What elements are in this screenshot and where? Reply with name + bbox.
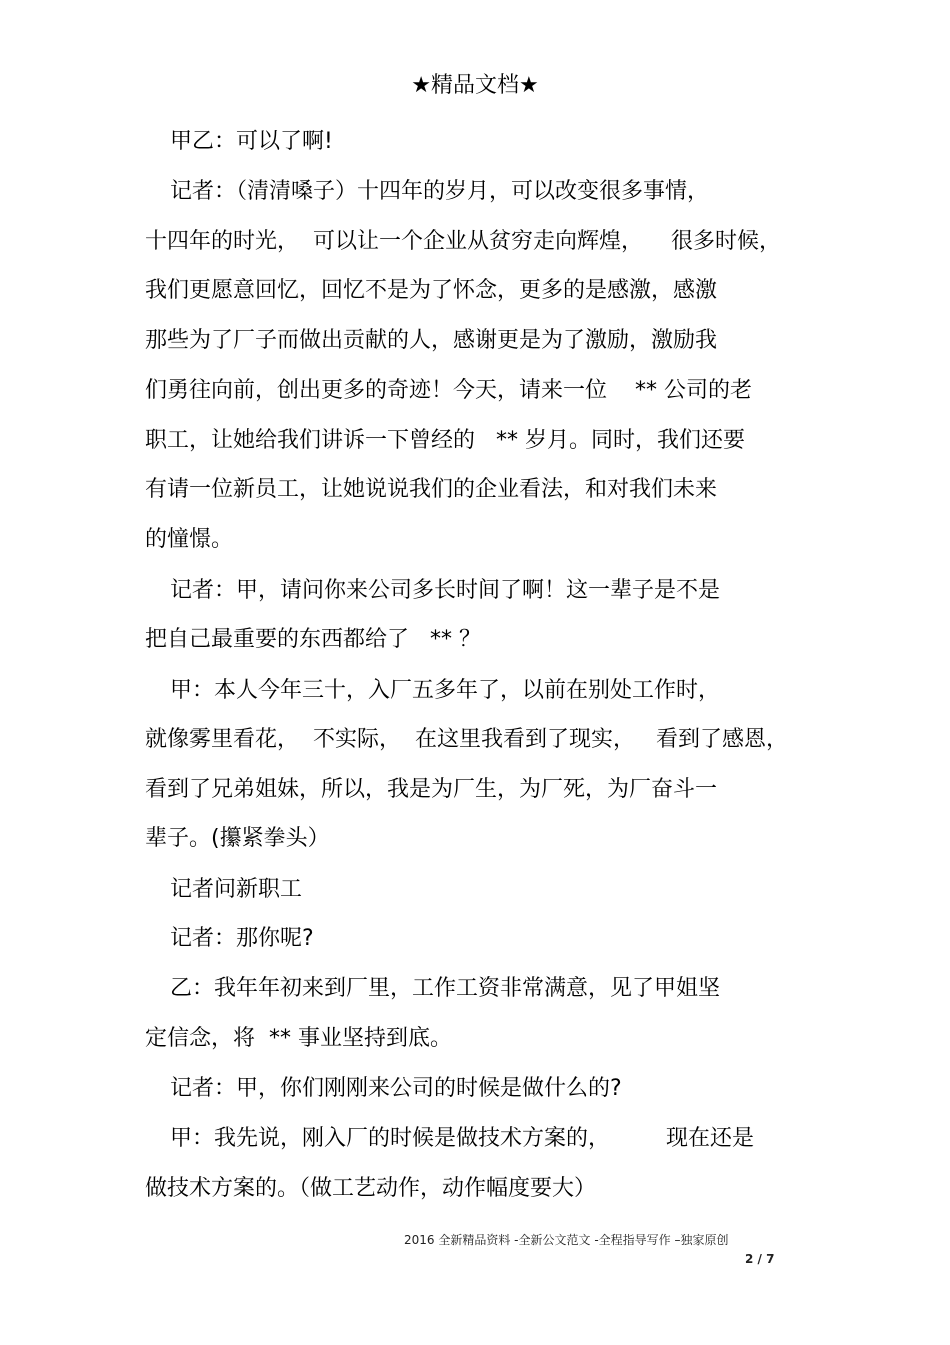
- body-line: 记者：甲，你们刚刚来公司的时候是做什么的?: [170, 1076, 622, 1101]
- body-line: 甲：我先说，刚入厂的时候是做技术方案的， 现在还是: [170, 1126, 754, 1151]
- body-line: 就像雾里看花， 不实际， 在这里我看到了现实， 看到了感恩，: [145, 727, 788, 752]
- body-line: 定信念，将 ** 事业坚持到底。: [145, 1026, 452, 1051]
- page-number: 2 / 7: [745, 1252, 775, 1266]
- body-line: 记者问新职工: [170, 877, 303, 902]
- body-line: 们勇往向前，创出更多的奇迹！今天，请来一位 ** 公司的老: [145, 378, 752, 403]
- body-line: 记者：（清清嗓子）十四年的岁月，可以改变很多事情，: [170, 179, 710, 204]
- page-footer-text: 2016 全新精品资料 -全新公文范文 -全程指导写作 –独家原创: [404, 1233, 729, 1247]
- body-line: 的憧憬。: [145, 527, 234, 552]
- body-line: 那些为了厂子而做出贡献的人，感谢更是为了激励，激励我: [145, 328, 718, 353]
- body-line: 记者：甲，请问你来公司多长时间了啊！这一辈子是不是: [170, 578, 721, 603]
- body-line: 十四年的时光， 可以让一个企业从贫穷走向辉煌， 很多时候，: [145, 229, 781, 254]
- body-line: 看到了兄弟姐妹，所以，我是为厂生，为厂死，为厂奋斗一: [145, 777, 718, 802]
- body-line: 做技术方案的。（做工艺动作，动作幅度要大）: [145, 1176, 597, 1201]
- body-line: 我们更愿意回忆，回忆不是为了怀念，更多的是感激，感激: [145, 278, 718, 303]
- body-line: 甲乙：可以了啊!: [170, 129, 333, 154]
- body-line: 甲：本人今年三十，入厂五多年了，以前在别处工作时，: [170, 678, 721, 703]
- body-line: 记者：那你呢?: [170, 926, 314, 951]
- body-line: 乙：我年年初来到厂里，工作工资非常满意，见了甲姐坚: [170, 976, 721, 1001]
- page-header-title: ★精品文档★: [411, 73, 539, 98]
- body-line: 有请一位新员工，让她说说我们的企业看法，和对我们未来: [145, 477, 718, 502]
- body-line: 辈子。(攥紧拳头）: [145, 826, 330, 851]
- body-line: 职工，让她给我们讲诉一下曾经的 ** 岁月。同时，我们还要: [145, 428, 745, 453]
- body-line: 把自己最重要的东西都给了 ** ？: [145, 627, 481, 652]
